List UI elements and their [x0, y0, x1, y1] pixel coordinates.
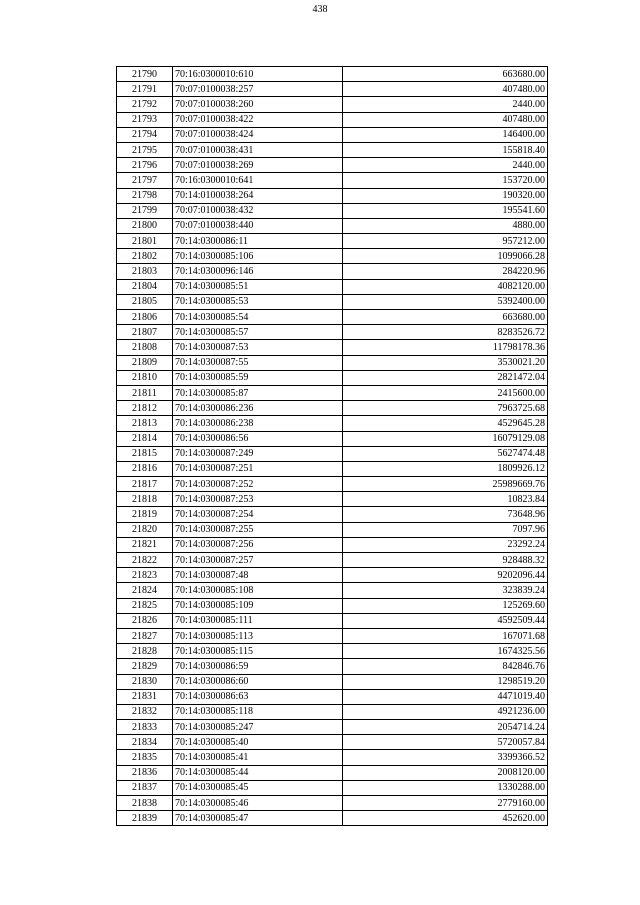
cadastral-number-cell: 70:07:0100038:424 [173, 127, 343, 142]
table-row [117, 203, 548, 218]
cadastral-number-cell: 70:16:0300010:610 [173, 67, 343, 82]
cadastral-number-cell: 70:14:0300085:45 [173, 780, 343, 795]
table-row [117, 613, 548, 628]
row-number-cell: 21813 [117, 416, 173, 431]
cadastral-number-cell: 70:14:0300087:252 [173, 477, 343, 492]
row-number-cell: 21839 [117, 811, 173, 826]
value-cell: 1809926.12 [343, 461, 548, 476]
table-row [117, 249, 548, 264]
row-number-cell: 21810 [117, 370, 173, 385]
value-cell: 23292.24 [343, 537, 548, 552]
table-row [117, 644, 548, 659]
row-number-cell: 21794 [117, 127, 173, 142]
row-number-cell: 21828 [117, 644, 173, 659]
value-cell: 9202096.44 [343, 568, 548, 583]
row-number-cell: 21815 [117, 446, 173, 461]
value-cell: 2415600.00 [343, 385, 548, 400]
cadastral-number-cell: 70:14:0300085:57 [173, 325, 343, 340]
row-number-cell: 21802 [117, 249, 173, 264]
cadastral-number-cell: 70:14:0300085:111 [173, 613, 343, 628]
value-cell: 452620.00 [343, 811, 548, 826]
value-cell: 3399366.52 [343, 750, 548, 765]
table-row [117, 218, 548, 233]
value-cell: 284220.96 [343, 264, 548, 279]
table-row [117, 780, 548, 795]
cadastral-number-cell: 70:14:0300085:108 [173, 583, 343, 598]
cadastral-number-cell: 70:14:0300085:41 [173, 750, 343, 765]
value-cell: 155818.40 [343, 142, 548, 157]
row-number-cell: 21819 [117, 507, 173, 522]
cadastral-number-cell: 70:14:0300085:113 [173, 628, 343, 643]
table-row [117, 568, 548, 583]
row-number-cell: 21800 [117, 218, 173, 233]
row-number-cell: 21836 [117, 765, 173, 780]
value-cell: 2821472.04 [343, 370, 548, 385]
value-cell: 73648.96 [343, 507, 548, 522]
table-row [117, 522, 548, 537]
cadastral-number-cell: 70:14:0300085:44 [173, 765, 343, 780]
row-number-cell: 21790 [117, 67, 173, 82]
value-cell: 5720057.84 [343, 735, 548, 750]
row-number-cell: 21795 [117, 142, 173, 157]
table-row [117, 401, 548, 416]
value-cell: 1674325.56 [343, 644, 548, 659]
value-cell: 4921236.00 [343, 704, 548, 719]
row-number-cell: 21832 [117, 704, 173, 719]
table-row [117, 720, 548, 735]
row-number-cell: 21797 [117, 173, 173, 188]
cadastral-number-cell: 70:14:0300096:146 [173, 264, 343, 279]
row-number-cell: 21816 [117, 461, 173, 476]
table-row [117, 188, 548, 203]
row-number-cell: 21792 [117, 97, 173, 112]
table-row [117, 385, 548, 400]
cadastral-number-cell: 70:14:0300087:257 [173, 553, 343, 568]
table-row [117, 325, 548, 340]
table-row [117, 765, 548, 780]
value-cell: 195541.60 [343, 203, 548, 218]
row-number-cell: 21825 [117, 598, 173, 613]
value-cell: 1330288.00 [343, 780, 548, 795]
row-number-cell: 21804 [117, 279, 173, 294]
table-row [117, 735, 548, 750]
table-row [117, 82, 548, 97]
cadastral-number-cell: 70:07:0100038:422 [173, 112, 343, 127]
value-cell: 2054714.24 [343, 720, 548, 735]
row-number-cell: 21806 [117, 310, 173, 325]
value-cell: 407480.00 [343, 112, 548, 127]
cadastral-number-cell: 70:14:0300085:46 [173, 796, 343, 811]
cadastral-number-cell: 70:14:0300086:60 [173, 674, 343, 689]
table-row [117, 97, 548, 112]
cadastral-number-cell: 70:14:0300085:87 [173, 385, 343, 400]
page-number: 438 [312, 4, 328, 15]
cadastral-number-cell: 70:14:0300087:249 [173, 446, 343, 461]
value-cell: 2008120.00 [343, 765, 548, 780]
cadastral-number-cell: 70:14:0300085:106 [173, 249, 343, 264]
value-cell: 2440.00 [343, 158, 548, 173]
row-number-cell: 21823 [117, 568, 173, 583]
table-row [117, 461, 548, 476]
cadastral-value-table [116, 66, 548, 826]
cadastral-number-cell: 70:14:0300087:253 [173, 492, 343, 507]
cadastral-number-cell: 70:14:0300087:53 [173, 340, 343, 355]
value-cell: 25989669.76 [343, 477, 548, 492]
value-cell: 8283526.72 [343, 325, 548, 340]
cadastral-number-cell: 70:16:0300010:641 [173, 173, 343, 188]
table-row [117, 67, 548, 82]
value-cell: 2440.00 [343, 97, 548, 112]
cadastral-number-cell: 70:14:0300085:51 [173, 279, 343, 294]
row-number-cell: 21831 [117, 689, 173, 704]
value-cell: 663680.00 [343, 67, 548, 82]
row-number-cell: 21809 [117, 355, 173, 370]
cadastral-number-cell: 70:14:0300085:59 [173, 370, 343, 385]
cadastral-number-cell: 70:14:0300085:53 [173, 294, 343, 309]
value-cell: 5627474.48 [343, 446, 548, 461]
table-row [117, 264, 548, 279]
cadastral-number-cell: 70:14:0300085:115 [173, 644, 343, 659]
cadastral-number-cell: 70:14:0300085:47 [173, 811, 343, 826]
value-cell: 2779160.00 [343, 796, 548, 811]
row-number-cell: 21801 [117, 234, 173, 249]
value-cell: 7963725.68 [343, 401, 548, 416]
row-number-cell: 21824 [117, 583, 173, 598]
cadastral-number-cell: 70:14:0300085:54 [173, 310, 343, 325]
table-row [117, 598, 548, 613]
table-row [117, 704, 548, 719]
table-row [117, 431, 548, 446]
table-row [117, 310, 548, 325]
table-row [117, 796, 548, 811]
table-row [117, 279, 548, 294]
value-cell: 5392400.00 [343, 294, 548, 309]
row-number-cell: 21796 [117, 158, 173, 173]
table-row [117, 112, 548, 127]
value-cell: 4082120.00 [343, 279, 548, 294]
row-number-cell: 21838 [117, 796, 173, 811]
cadastral-number-cell: 70:07:0100038:440 [173, 218, 343, 233]
table-row [117, 689, 548, 704]
table-row [117, 811, 548, 826]
row-number-cell: 21814 [117, 431, 173, 446]
table-row [117, 507, 548, 522]
value-cell: 663680.00 [343, 310, 548, 325]
value-cell: 167071.68 [343, 628, 548, 643]
table-row [117, 294, 548, 309]
table-row [117, 173, 548, 188]
cadastral-number-cell: 70:07:0100038:269 [173, 158, 343, 173]
cadastral-number-cell: 70:14:0300085:109 [173, 598, 343, 613]
table-row [117, 750, 548, 765]
row-number-cell: 21799 [117, 203, 173, 218]
row-number-cell: 21827 [117, 628, 173, 643]
cadastral-number-cell: 70:14:0300085:118 [173, 704, 343, 719]
table-row [117, 446, 548, 461]
row-number-cell: 21820 [117, 522, 173, 537]
row-number-cell: 21821 [117, 537, 173, 552]
table-row [117, 355, 548, 370]
table-row [117, 158, 548, 173]
cadastral-number-cell: 70:07:0100038:257 [173, 82, 343, 97]
row-number-cell: 21807 [117, 325, 173, 340]
cadastral-number-cell: 70:07:0100038:431 [173, 142, 343, 157]
row-number-cell: 21834 [117, 735, 173, 750]
cadastral-number-cell: 70:14:0300087:48 [173, 568, 343, 583]
row-number-cell: 21798 [117, 188, 173, 203]
row-number-cell: 21793 [117, 112, 173, 127]
value-cell: 11798178.36 [343, 340, 548, 355]
table-row [117, 416, 548, 431]
value-cell: 1099066.28 [343, 249, 548, 264]
cadastral-number-cell: 70:14:0300085:40 [173, 735, 343, 750]
value-cell: 4880.00 [343, 218, 548, 233]
table-row [117, 340, 548, 355]
value-cell: 153720.00 [343, 173, 548, 188]
value-cell: 4471019.40 [343, 689, 548, 704]
table-row [117, 234, 548, 249]
cadastral-number-cell: 70:14:0300087:256 [173, 537, 343, 552]
cadastral-number-cell: 70:14:0300087:255 [173, 522, 343, 537]
cadastral-number-cell: 70:14:0300086:238 [173, 416, 343, 431]
value-cell: 323839.24 [343, 583, 548, 598]
value-cell: 957212.00 [343, 234, 548, 249]
table-row [117, 628, 548, 643]
row-number-cell: 21811 [117, 385, 173, 400]
value-cell: 16079129.08 [343, 431, 548, 446]
table-body [117, 67, 548, 826]
cadastral-number-cell: 70:14:0300085:247 [173, 720, 343, 735]
value-cell: 4529645.28 [343, 416, 548, 431]
row-number-cell: 21808 [117, 340, 173, 355]
value-cell: 190320.00 [343, 188, 548, 203]
table-row [117, 583, 548, 598]
cadastral-number-cell: 70:14:0300087:251 [173, 461, 343, 476]
row-number-cell: 21822 [117, 553, 173, 568]
cadastral-number-cell: 70:07:0100038:260 [173, 97, 343, 112]
value-cell: 146400.00 [343, 127, 548, 142]
cadastral-number-cell: 70:14:0300086:63 [173, 689, 343, 704]
cadastral-number-cell: 70:14:0300086:59 [173, 659, 343, 674]
cadastral-number-cell: 70:14:0100038:264 [173, 188, 343, 203]
table-row [117, 370, 548, 385]
cadastral-number-cell: 70:14:0300086:56 [173, 431, 343, 446]
table-row [117, 537, 548, 552]
table-row [117, 492, 548, 507]
cadastral-number-cell: 70:14:0300087:55 [173, 355, 343, 370]
row-number-cell: 21833 [117, 720, 173, 735]
value-cell: 1298519.20 [343, 674, 548, 689]
row-number-cell: 21805 [117, 294, 173, 309]
table-row [117, 142, 548, 157]
row-number-cell: 21837 [117, 780, 173, 795]
row-number-cell: 21829 [117, 659, 173, 674]
value-cell: 10823.84 [343, 492, 548, 507]
value-cell: 7097.96 [343, 522, 548, 537]
row-number-cell: 21817 [117, 477, 173, 492]
value-cell: 407480.00 [343, 82, 548, 97]
table-row [117, 659, 548, 674]
value-cell: 4592509.44 [343, 613, 548, 628]
row-number-cell: 21830 [117, 674, 173, 689]
cadastral-number-cell: 70:07:0100038:432 [173, 203, 343, 218]
row-number-cell: 21803 [117, 264, 173, 279]
table-row [117, 674, 548, 689]
table-row [117, 553, 548, 568]
value-cell: 928488.32 [343, 553, 548, 568]
value-cell: 125269.60 [343, 598, 548, 613]
row-number-cell: 21818 [117, 492, 173, 507]
value-cell: 842846.76 [343, 659, 548, 674]
cadastral-number-cell: 70:14:0300086:11 [173, 234, 343, 249]
cadastral-number-cell: 70:14:0300086:236 [173, 401, 343, 416]
table-row [117, 127, 548, 142]
row-number-cell: 21835 [117, 750, 173, 765]
row-number-cell: 21812 [117, 401, 173, 416]
value-cell: 3530021.20 [343, 355, 548, 370]
row-number-cell: 21791 [117, 82, 173, 97]
row-number-cell: 21826 [117, 613, 173, 628]
table-row [117, 477, 548, 492]
cadastral-number-cell: 70:14:0300087:254 [173, 507, 343, 522]
